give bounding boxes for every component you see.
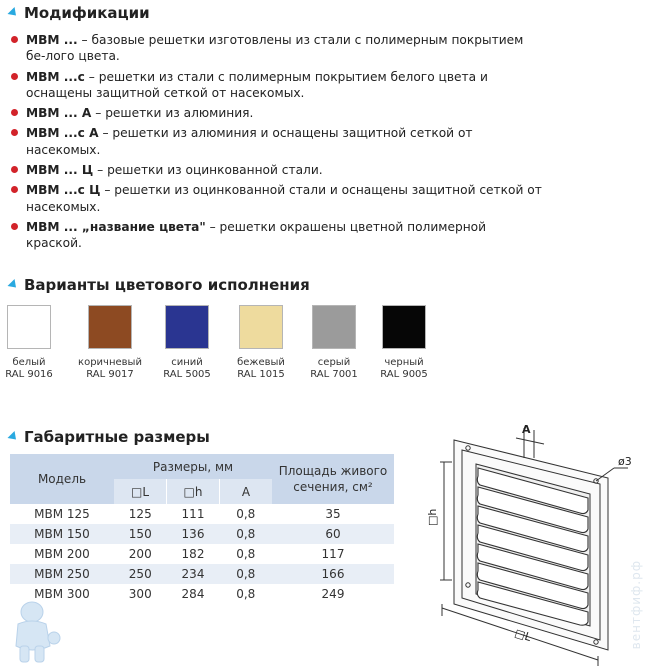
color-swatch-black: черный RAL 9005 xyxy=(366,305,442,381)
cell-L: 150 xyxy=(114,524,167,544)
table-row xyxy=(10,504,394,524)
list-item: МВМ ... А – решетки из алюминия. xyxy=(8,105,543,121)
cell-model: МВМ 200 xyxy=(34,547,90,561)
cell-area: 249 xyxy=(321,587,345,601)
table-row xyxy=(10,524,394,544)
colors-title: Варианты цветового исполнения xyxy=(10,276,310,294)
cell-h: 136 xyxy=(167,524,220,544)
col-sizes-header: Размеры, мм xyxy=(114,454,272,479)
cell-area: 60 xyxy=(272,524,394,544)
cell-A: 0,8 xyxy=(236,587,256,601)
section-marker-icon xyxy=(7,279,19,291)
list-item: МВМ ...с Ц – решетки из оцинкованной стали и оснащены защитной сеткой от насекомых. xyxy=(8,182,543,215)
list-item: МВМ ...с А – решетки из алюминия и оснащены защитной сеткой от насекомых. xyxy=(8,125,543,158)
cell-model: МВМ 125 xyxy=(34,507,90,521)
cell-L: 125 xyxy=(128,507,152,521)
bullet-icon xyxy=(11,129,18,136)
color-swatch-gray: серый RAL 7001 xyxy=(296,305,372,381)
dimensions-title: Габаритные размеры xyxy=(10,428,210,446)
color-swatch-brown: коричневый RAL 9017 xyxy=(72,305,148,381)
swatch-box xyxy=(312,305,356,349)
modifications-list xyxy=(8,32,543,256)
swatch-box xyxy=(165,305,209,349)
col-A-header: A xyxy=(220,479,273,504)
watermark-text: вентфиф.рф xyxy=(629,560,643,650)
bullet-icon xyxy=(11,109,18,116)
cell-h: 111 xyxy=(181,507,205,521)
list-item: МВМ ... „название цвета" – решетки окрашены цветной полимерной краской. xyxy=(8,219,543,252)
cell-L: 300 xyxy=(128,587,152,601)
label-h: □h xyxy=(426,508,439,526)
section-marker-icon xyxy=(7,431,19,443)
section-marker-icon xyxy=(7,7,19,19)
swatch-box xyxy=(239,305,283,349)
col-model-header: Модель xyxy=(10,454,114,504)
label-L: □L xyxy=(513,626,533,644)
grille-drawing xyxy=(418,418,638,668)
cell-A: 0,8 xyxy=(236,547,256,561)
label-d3: ø3 xyxy=(618,455,632,468)
cell-area: 166 xyxy=(272,564,394,584)
cell-h: 182 xyxy=(181,547,205,561)
list-item: МВМ ... – базовые решетки изготовлены из стали с полимерным покрытием бе-лого цвета. xyxy=(8,32,543,65)
table-row xyxy=(10,584,394,604)
list-item: МВМ ...с – решетки из стали с полимерным покрытием белого цвета и оснащены защитной сеткой от насекомых. xyxy=(8,69,543,102)
dimensions-table xyxy=(10,454,394,604)
bullet-icon xyxy=(11,186,18,193)
cell-h: 234 xyxy=(167,564,220,584)
cell-h: 284 xyxy=(181,587,205,601)
bullet-icon xyxy=(11,73,18,80)
table-row xyxy=(10,564,394,584)
swatch-box xyxy=(88,305,132,349)
col-L-header: □L xyxy=(114,479,167,504)
label-A: A xyxy=(522,423,531,436)
cell-A: 0,8 xyxy=(220,524,273,544)
color-swatches xyxy=(5,305,438,385)
swatch-box xyxy=(7,305,51,349)
color-swatch-blue: синий RAL 5005 xyxy=(149,305,225,381)
color-swatch-beige: бежевый RAL 1015 xyxy=(223,305,299,381)
cell-area: 117 xyxy=(321,547,345,561)
list-item: МВМ ... Ц – решетки из оцинкованной стали. xyxy=(8,162,543,178)
cell-area: 35 xyxy=(325,507,341,521)
cell-model: МВМ 300 xyxy=(34,587,90,601)
cell-L: 200 xyxy=(128,547,152,561)
cell-model: МВМ 150 xyxy=(10,524,114,544)
bullet-icon xyxy=(11,223,18,230)
cell-L: 250 xyxy=(114,564,167,584)
mascot-logo-icon xyxy=(4,598,64,668)
cell-model: МВМ 250 xyxy=(10,564,114,584)
col-h-header: □h xyxy=(167,479,220,504)
dim-A-line xyxy=(516,438,544,444)
modifications-title: Модификации xyxy=(10,4,150,22)
col-area-header: Площадь живого сечения, см² xyxy=(272,454,394,504)
table-row xyxy=(10,544,394,564)
cell-A: 0,8 xyxy=(220,564,273,584)
cell-A: 0,8 xyxy=(236,507,256,521)
swatch-box xyxy=(382,305,426,349)
color-swatch-white: белый RAL 9016 xyxy=(0,305,67,381)
bullet-icon xyxy=(11,166,18,173)
bullet-icon xyxy=(11,36,18,43)
